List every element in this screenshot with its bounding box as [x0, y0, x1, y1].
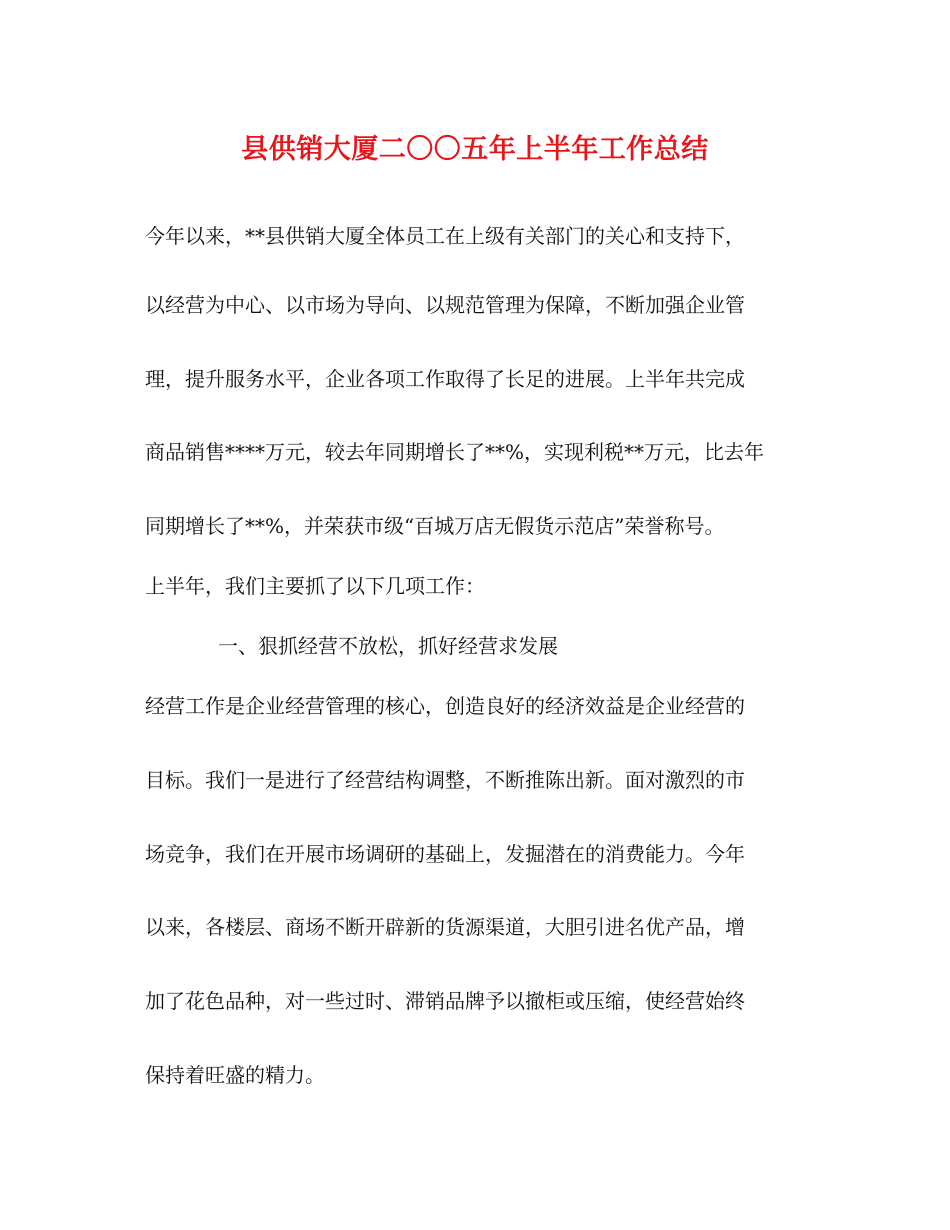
paragraph-line: 场竞争，我们在开展市场调研的基础上，发掘潜在的消费能力。今年 — [145, 842, 745, 866]
paragraph-line: 加了花色品种，对一些过时、滞销品牌予以撤柜或压缩，使经营始终 — [145, 989, 745, 1013]
document-title: 县供销大厦二〇〇五年上半年工作总结 — [241, 134, 709, 165]
paragraph-line: 今年以来，**县供销大厦全体员工在上级有关部门的关心和支持下， — [145, 224, 745, 248]
paragraph-line: 同期增长了**%，并荣获市级“百城万店无假货示范店”荣誉称号。 — [145, 514, 725, 538]
paragraph-line: 商品销售****万元，较去年同期增长了**%，实现利税**万元，比去年 — [145, 440, 765, 464]
section-heading: 一、狠抓经营不放松，抓好经营求发展 — [218, 634, 558, 658]
paragraph-line: 上半年，我们主要抓了以下几项工作： — [145, 574, 485, 598]
paragraph-line: 经营工作是企业经营管理的核心，创造良好的经济效益是企业经营的 — [145, 694, 745, 718]
paragraph-line: 保持着旺盛的精力。 — [145, 1063, 325, 1087]
paragraph-line: 目标。我们一是进行了经营结构调整，不断推陈出新。面对激烈的市 — [145, 768, 745, 792]
paragraph-line: 理，提升服务水平，企业各项工作取得了长足的进展。上半年共完成 — [145, 367, 745, 391]
paragraph-line: 以来，各楼层、商场不断开辟新的货源渠道，大胆引进名优产品，增 — [145, 915, 745, 939]
paragraph-line: 以经营为中心、以市场为导向、以规范管理为保障，不断加强企业管 — [145, 293, 745, 317]
